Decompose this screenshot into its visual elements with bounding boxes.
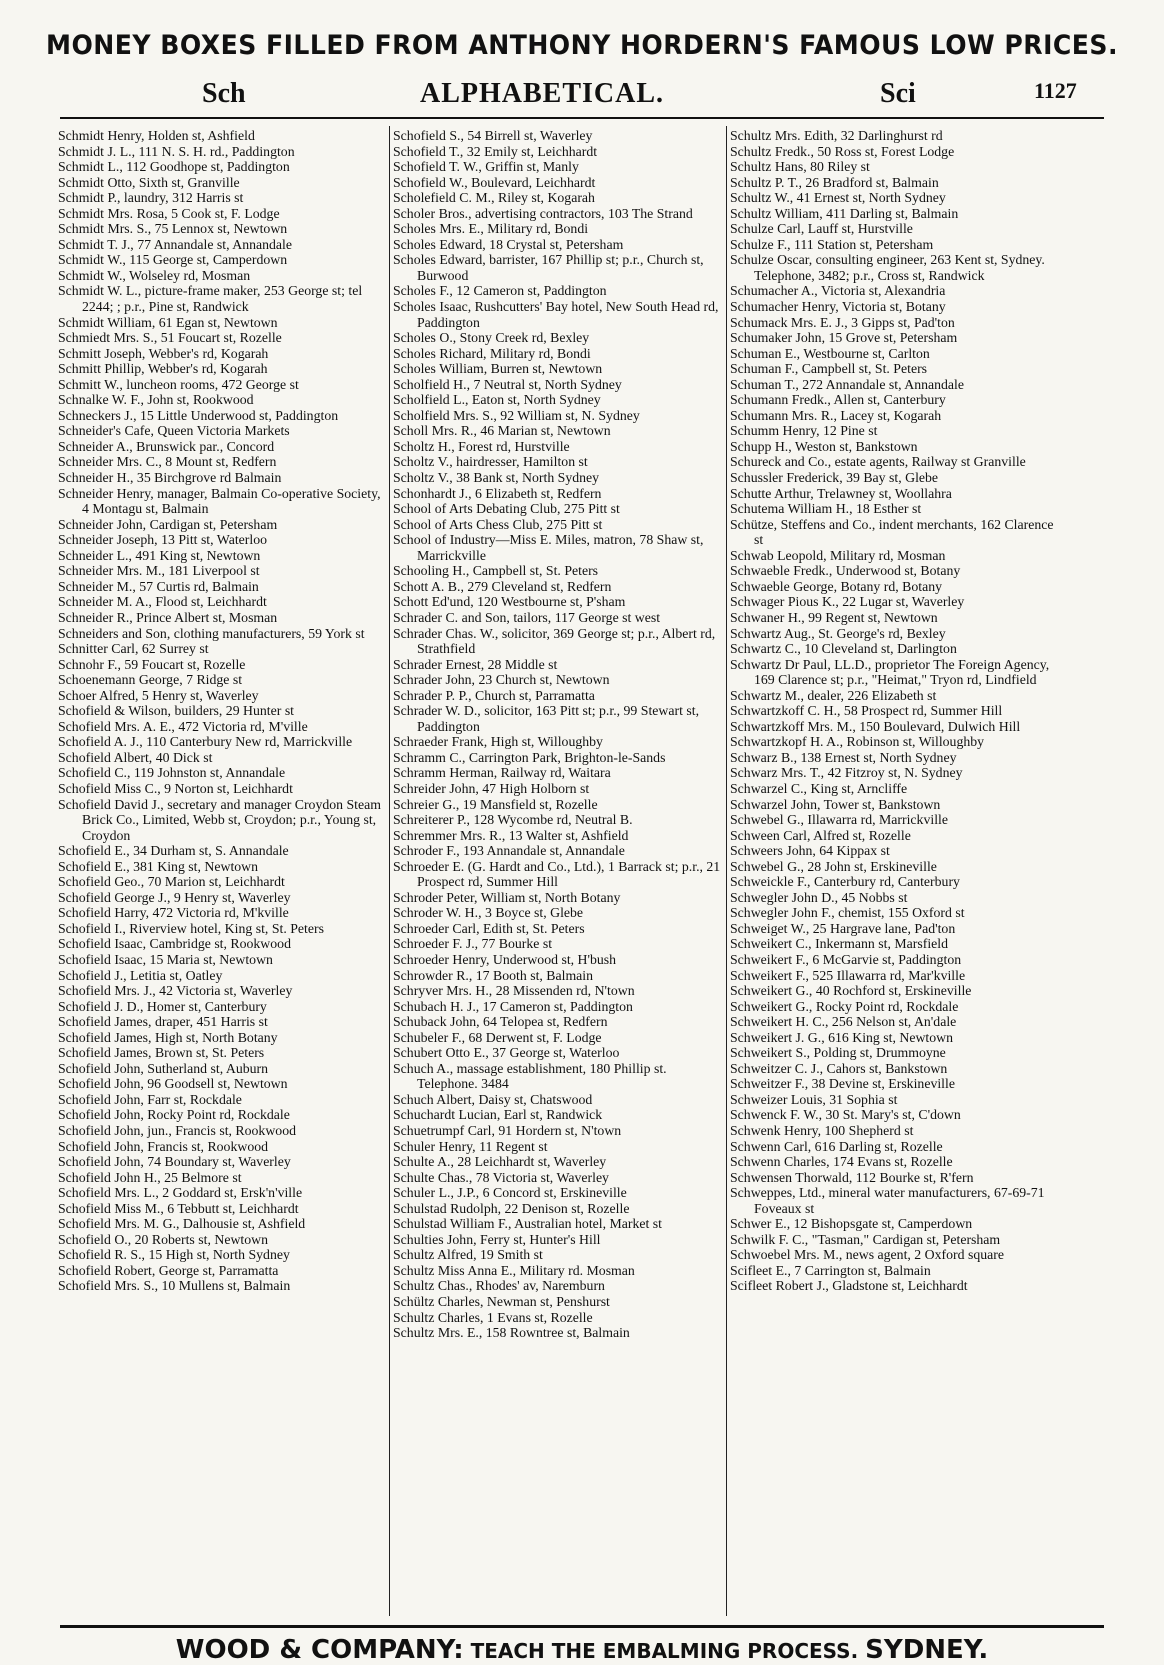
directory-entry: Schnohr F., 59 Foucart st, Rozelle bbox=[58, 656, 246, 672]
directory-entry: Schraeder Frank, High st, Willoughby bbox=[393, 734, 603, 750]
directory-entry: Schultz Hans, 80 Riley st bbox=[730, 159, 870, 175]
directory-entry: Schulze Carl, Lauff st, Hurstville bbox=[730, 221, 913, 237]
directory-column-3 bbox=[730, 128, 1060, 1294]
directory-entry: Schofield J. D., Homer st, Canterbury bbox=[58, 998, 267, 1014]
directory-entry: Schneider Henry, manager, Balmain Co-operative Society, 4 Montagu st, Balmain bbox=[58, 485, 381, 517]
directory-entry: Schofield James, draper, 451 Harris st bbox=[58, 1014, 268, 1030]
directory-entry: Schneider L., 491 King st, Newtown bbox=[58, 547, 261, 563]
directory-column-2 bbox=[393, 128, 723, 1341]
directory-entry: Schubach H. J., 17 Cameron st, Paddington bbox=[393, 998, 633, 1014]
directory-entry: Schofield John, jun., Francis st, Rookwood bbox=[58, 1123, 296, 1138]
directory-entry: Schmidt Mrs. Rosa, 5 Cook st, F. Lodge bbox=[58, 205, 280, 221]
directory-entry: Schmidt J. L., 111 N. S. H. rd., Paddington bbox=[58, 143, 295, 159]
directory-entry: Schutema William H., 18 Esther st bbox=[730, 501, 922, 517]
directory-entry: Schmidt P., laundry, 312 Harris st bbox=[58, 190, 244, 206]
directory-entry: Schubeler F., 68 Derwent st, F. Lodge bbox=[393, 1029, 602, 1045]
directory-entry: Schuman E., Westbourne st, Carlton bbox=[730, 345, 930, 361]
directory-entry: Schwarzel John, Tower st, Bankstown bbox=[730, 796, 941, 812]
directory-entry: Schulties John, Ferry st, Hunter's Hill bbox=[393, 1231, 601, 1247]
directory-entry: Schneider Mrs. M., 181 Liverpool st bbox=[58, 563, 260, 579]
directory-entry: Schwarz Mrs. T., 42 Fitzroy st, N. Sydney bbox=[730, 765, 963, 781]
directory-entry: Schumacher A., Victoria st, Alexandria bbox=[730, 283, 946, 299]
directory-entry: Schweizer Louis, 31 Sophia st bbox=[730, 1091, 898, 1107]
directory-entry: Schmidt W., 115 George st, Camperdown bbox=[58, 252, 288, 268]
directory-entry: Schoenemann George, 7 Ridge st bbox=[58, 672, 243, 688]
directory-entry: Schwaeble Fredk., Underwood st, Botany bbox=[730, 563, 961, 579]
column-divider bbox=[389, 126, 390, 1616]
directory-entry: Schuler Henry, 11 Regent st bbox=[393, 1138, 548, 1154]
directory-entry: Schramm Herman, Railway rd, Waitara bbox=[393, 765, 611, 781]
directory-entry: Scholes O., Stony Creek rd, Bexley bbox=[393, 330, 590, 346]
directory-entry: Schrader Ernest, 28 Middle st bbox=[393, 656, 558, 672]
directory-entry: Schwartz Dr Paul, LL.D., proprietor The Foreign Agency, 169 Clarence st; p.r., "Heimat," Tryon rd, Lindfield bbox=[730, 656, 1050, 688]
directory-entry: Schweikert C., Inkermann st, Marsfield bbox=[730, 936, 949, 952]
section-title: ALPHABETICAL. bbox=[420, 78, 665, 109]
directory-entry: Schofield Isaac, 15 Maria st, Newtown bbox=[58, 951, 273, 967]
directory-entry: Schofield A. J., 110 Canterbury New rd, Marrickville bbox=[58, 734, 353, 750]
directory-entry: Schreider John, 47 High Holborn st bbox=[393, 780, 590, 796]
directory-entry: Schnalke W. F., John st, Rookwood bbox=[58, 392, 254, 408]
directory-entry: Schofield W., Boulevard, Leichhardt bbox=[393, 174, 596, 190]
directory-entry: Schofield John H., 25 Belmore st bbox=[58, 1169, 242, 1185]
directory-entry: Schwaner H., 99 Regent st, Newtown bbox=[730, 609, 938, 625]
directory-column-1 bbox=[58, 128, 386, 1294]
directory-entry: Schuch A., massage establishment, 180 Phillip st. Telephone. 3484 bbox=[393, 1060, 667, 1092]
directory-entry: Schofield Isaac, Cambridge st, Rookwood bbox=[58, 936, 291, 952]
directory-entry: Schwenn Carl, 616 Darling st, Rozelle bbox=[730, 1138, 943, 1154]
directory-entry: Schofield George J., 9 Henry st, Waverley bbox=[58, 889, 291, 905]
directory-entry: Schwarzel C., King st, Arncliffe bbox=[730, 780, 908, 796]
directory-entry: Schwilk F. C., "Tasman," Cardigan st, Petersham bbox=[730, 1231, 1001, 1247]
directory-entry: Schofield John, 96 Goodsell st, Newtown bbox=[58, 1076, 288, 1092]
directory-entry: Scholtz H., Forest rd, Hurstville bbox=[393, 438, 570, 454]
directory-entry: Scholes Isaac, Rushcutters' Bay hotel, New South Head rd, Paddington bbox=[393, 299, 719, 330]
directory-entry: Schultz Chas., Rhodes' av, Naremburn bbox=[393, 1278, 605, 1294]
directory-entry: Schweitzer F., 38 Devine st, Erskineville bbox=[730, 1076, 955, 1092]
directory-entry: Schofield Mrs. M. G., Dalhousie st, Ashfield bbox=[58, 1216, 306, 1232]
directory-entry: Schofield John, Farr st, Rockdale bbox=[58, 1091, 242, 1107]
directory-entry: Schneider Joseph, 13 Pitt st, Waterloo bbox=[58, 532, 268, 548]
directory-entry: Schneider M. A., Flood st, Leichhardt bbox=[58, 594, 267, 610]
directory-entry: Schuman T., 272 Annandale st, Annandale bbox=[730, 376, 964, 392]
directory-entry: Schulze F., 111 Station st, Petersham bbox=[730, 236, 934, 252]
bottom-rule bbox=[60, 1625, 1104, 1628]
advertiser-name: WOOD & COMPANY: bbox=[175, 1635, 464, 1665]
directory-entry: Schwenk Henry, 100 Shepherd st bbox=[730, 1123, 914, 1138]
directory-entry: Schofield John, Francis st, Rookwood bbox=[58, 1138, 269, 1154]
directory-entry: Schureck and Co., estate agents, Railway st Granville bbox=[730, 454, 1026, 470]
directory-entry: Schremmer Mrs. R., 13 Walter st, Ashfield bbox=[393, 827, 629, 843]
directory-entry: Schrader C. and Son, tailors, 117 George st west bbox=[393, 609, 661, 625]
directory-entry: Schott A. B., 279 Cleveland st, Redfern bbox=[393, 578, 612, 594]
directory-entry: Schwegler John F., chemist, 155 Oxford st bbox=[730, 905, 965, 921]
directory-entry: Schwartz M., dealer, 226 Elizabeth st bbox=[730, 687, 937, 703]
head-range-start: Sch bbox=[202, 78, 246, 109]
directory-entry: Scholes William, Burren st, Newtown bbox=[393, 361, 603, 377]
directory-entry: Schwenn Charles, 174 Evans st, Rozelle bbox=[730, 1154, 953, 1170]
directory-entry: Schwensen Thorwald, 112 Bourke st, R'fern bbox=[730, 1169, 974, 1185]
directory-entry: Schramm C., Carrington Park, Brighton-le-Sands bbox=[393, 749, 666, 765]
directory-entry: Schofield I., Riverview hotel, King st, St. Peters bbox=[58, 920, 324, 936]
directory-entry: Schwartzkopf H. A., Robinson st, Willoughby bbox=[730, 734, 985, 750]
directory-entry: Scholfield Mrs. S., 92 William st, N. Sydney bbox=[393, 407, 640, 423]
directory-entry: Schofield Mrs. J., 42 Victoria st, Waverley bbox=[58, 983, 293, 999]
directory-entry: Schumm Henry, 12 Pine st bbox=[730, 423, 878, 439]
directory-entry: Schneckers J., 15 Little Underwood st, Paddington bbox=[58, 407, 339, 423]
bottom-advertisement-banner bbox=[0, 1635, 1164, 1665]
directory-entry: Schuchardt Lucian, Earl st, Randwick bbox=[393, 1107, 603, 1123]
directory-entry: Schofield E., 381 King st, Newtown bbox=[58, 858, 259, 874]
directory-entry: Schmitt Joseph, Webber's rd, Kogarah bbox=[58, 345, 269, 361]
directory-entry: Schuch Albert, Daisy st, Chatswood bbox=[393, 1091, 593, 1107]
directory-entry: Schweikert J. G., 616 King st, Newtown bbox=[730, 1029, 954, 1045]
directory-entry: Schweikert F., 525 Illawarra rd, Mar'kville bbox=[730, 967, 966, 983]
directory-entry: Scholtz V., 38 Bank st, North Sydney bbox=[393, 470, 600, 486]
advertiser-city: SYDNEY. bbox=[865, 1635, 989, 1665]
directory-entry: Schultz William, 411 Darling st, Balmain bbox=[730, 205, 959, 221]
directory-entry: Scifleet Robert J., Gladstone st, Leichhardt bbox=[730, 1278, 968, 1294]
directory-entry: Schofield E., 34 Durham st, S. Annandale bbox=[58, 843, 289, 859]
directory-entry: Scholes Mrs. E., Military rd, Bondi bbox=[393, 221, 589, 237]
directory-entry: Schweikert F., 6 McGarvie st, Paddington bbox=[730, 951, 962, 967]
head-range-end: Sci bbox=[880, 78, 916, 109]
directory-entry: Schwartz Aug., St. George's rd, Bexley bbox=[730, 625, 946, 641]
column-divider bbox=[726, 126, 727, 1616]
directory-entry: Schwebel G., Illawarra rd, Marrickville bbox=[730, 812, 948, 828]
directory-entry: Schroder W. H., 3 Boyce st, Glebe bbox=[393, 905, 584, 921]
directory-entry: Schofield T., 32 Emily st, Leichhardt bbox=[393, 143, 598, 159]
directory-entry: Schofield Miss C., 9 Norton st, Leichhardt bbox=[58, 780, 293, 796]
directory-entry: Schulte Chas., 78 Victoria st, Waverley bbox=[393, 1169, 609, 1185]
directory-entry: Schrader John, 23 Church st, Newtown bbox=[393, 672, 610, 688]
directory-entry: Schultz Charles, 1 Evans st, Rozelle bbox=[393, 1309, 593, 1325]
directory-entry: Schofield Mrs. A. E., 472 Victoria rd, M'ville bbox=[58, 718, 308, 734]
directory-entry: Schott Ed'und, 120 Westbourne st, P'sham bbox=[393, 594, 626, 610]
directory-entry: Schulstad Rudolph, 22 Denison st, Rozelle bbox=[393, 1200, 630, 1216]
directory-entry: Schneider R., Prince Albert st, Mosman bbox=[58, 609, 278, 625]
directory-entry: Schroder Peter, William st, North Botany bbox=[393, 889, 621, 905]
directory-entry: Schrowder R., 17 Booth st, Balmain bbox=[393, 967, 594, 983]
directory-entry: Schulte A., 28 Leichhardt st, Waverley bbox=[393, 1154, 607, 1170]
directory-entry: Schweiget W., 25 Hargrave lane, Pad'ton bbox=[730, 920, 956, 936]
directory-entry: Schofield John, Rocky Point rd, Rockdale bbox=[58, 1107, 290, 1123]
directory-entry: Schuback John, 64 Telopea st, Redfern bbox=[393, 1014, 608, 1030]
directory-entry: Schultz W., 41 Ernest st, North Sydney bbox=[730, 190, 946, 206]
directory-entry: Schumaker John, 15 Grove st, Petersham bbox=[730, 330, 958, 346]
directory-entry: Schwartz C., 10 Cleveland st, Darlington bbox=[730, 641, 957, 657]
directory-entry: Scholfield L., Eaton st, North Sydney bbox=[393, 392, 601, 408]
directory-entry: Schneiders and Son, clothing manufacturers, 59 York st bbox=[58, 625, 365, 641]
directory-entry: Schultz Fredk., 50 Ross st, Forest Lodge bbox=[730, 143, 955, 159]
directory-entry: Schroeder F. J., 77 Bourke st bbox=[393, 936, 553, 952]
directory-entry: Schofield Robert, George st, Parramatta bbox=[58, 1262, 279, 1278]
directory-entry: Schmitt Phillip, Webber's rd, Kogarah bbox=[58, 361, 268, 377]
directory-entry: Schuman F., Campbell st, St. Peters bbox=[730, 361, 928, 377]
directory-entry: Schwer E., 12 Bishopsgate st, Camperdown bbox=[730, 1216, 973, 1232]
directory-entry: Schroeder E. (G. Hardt and Co., Ltd.), 1 Barrack st; p.r., 21 Prospect rd, Summer Hill bbox=[393, 858, 721, 890]
directory-entry: School of Industry—Miss E. Miles, matron, 78 Shaw st, Marrickville bbox=[393, 532, 704, 563]
directory-entry: Schmidt T. J., 77 Annandale st, Annandale bbox=[58, 236, 293, 252]
directory-entry: Schulze Oscar, consulting engineer, 263 Kent st, Sydney. Telephone, 3482; p.r., Cross st, Randwick bbox=[730, 252, 1045, 283]
directory-entry: Schütze, Steffens and Co., indent merchants, 162 Clarence st bbox=[730, 516, 1054, 548]
directory-entry: School of Arts Chess Club, 275 Pitt st bbox=[393, 516, 603, 532]
top-advertisement-banner: MONEY BOXES FILLED FROM ANTHONY HORDERN'S FAMOUS LOW PRICES. bbox=[46, 30, 1118, 61]
directory-entry: Schweickle F., Canterbury rd, Canterbury bbox=[730, 874, 960, 890]
directory-entry: Schumann Fredk., Allen st, Canterbury bbox=[730, 392, 946, 408]
directory-entry: Schweitzer C. J., Cahors st, Bankstown bbox=[730, 1060, 948, 1076]
directory-entry: Schofield Albert, 40 Dick st bbox=[58, 749, 213, 765]
directory-entry: Scholes F., 12 Cameron st, Paddington bbox=[393, 283, 607, 299]
directory-entry: Schofield John, 74 Boundary st, Waverley bbox=[58, 1154, 291, 1170]
directory-entry: Schofield John, Sutherland st, Auburn bbox=[58, 1060, 269, 1076]
directory-entry: Scholes Edward, 18 Crystal st, Petersham bbox=[393, 236, 624, 252]
directory-entry: Schofield James, Brown st, St. Peters bbox=[58, 1045, 265, 1061]
directory-entry: Schofield S., 54 Birrell st, Waverley bbox=[393, 128, 593, 143]
directory-entry: Schussler Frederick, 39 Bay st, Glebe bbox=[730, 470, 939, 486]
directory-entry: School of Arts Debating Club, 275 Pitt st bbox=[393, 501, 620, 517]
directory-entry: Schmidt L., 112 Goodhope st, Paddington bbox=[58, 159, 290, 175]
directory-entry: Schofield Mrs. L., 2 Goddard st, Ersk'n'ville bbox=[58, 1185, 303, 1201]
directory-entry: Schultz Alfred, 19 Smith st bbox=[393, 1247, 543, 1263]
directory-entry: Schofield David J., secretary and manager Croydon Steam Brick Co., Limited, Webb st, Croydon; p.r., Young st, Croydon bbox=[58, 796, 381, 843]
directory-entry: Schmiedt Mrs. S., 51 Foucart st, Rozelle bbox=[58, 330, 282, 346]
directory-entry: Schooling H., Campbell st, St. Peters bbox=[393, 563, 599, 579]
directory-entry: Scholtz V., hairdresser, Hamilton st bbox=[393, 454, 588, 470]
directory-entry: Schofield O., 20 Roberts st, Newtown bbox=[58, 1231, 268, 1247]
directory-entry: Scholer Bros., advertising contractors, 103 The Strand bbox=[393, 205, 693, 221]
directory-entry: Schweikert H. C., 256 Nelson st, An'dale bbox=[730, 1014, 957, 1030]
directory-entry: Schroeder Carl, Edith st, St. Peters bbox=[393, 920, 585, 936]
directory-entry: Schwartzkoff Mrs. M., 150 Boulevard, Dulwich Hill bbox=[730, 718, 1021, 734]
directory-entry: Schmidt Henry, Holden st, Ashfield bbox=[58, 128, 255, 143]
directory-entry: Scholfield H., 7 Neutral st, North Sydney bbox=[393, 376, 622, 392]
directory-entry: Schmidt Mrs. S., 75 Lennox st, Newtown bbox=[58, 221, 288, 237]
directory-entry: Schofield Miss M., 6 Tebbutt st, Leichhardt bbox=[58, 1200, 299, 1216]
directory-entry: Schultz Mrs. E., 158 Rowntree st, Balmain bbox=[393, 1325, 630, 1341]
directory-entry: Schoer Alfred, 5 Henry st, Waverley bbox=[58, 687, 259, 703]
directory-entry: Schreier G., 19 Mansfield st, Rozelle bbox=[393, 796, 598, 812]
directory-entry: Schonhardt J., 6 Elizabeth st, Redfern bbox=[393, 485, 602, 501]
directory-entry: Schwab Leopold, Military rd, Mosman bbox=[730, 547, 946, 563]
page-number: 1127 bbox=[1034, 78, 1077, 103]
directory-entry: Schwoebel Mrs. M., news agent, 2 Oxford square bbox=[730, 1247, 1004, 1263]
directory-entry: Schultz Miss Anna E., Military rd. Mosman bbox=[393, 1262, 635, 1278]
advertiser-slogan: TEACH THE EMBALMING PROCESS. bbox=[470, 1639, 859, 1663]
directory-entry: Schmidt W. L., picture-frame maker, 253 George st; tel 2244; ; p.r., Pine st, Randwick bbox=[58, 283, 363, 315]
directory-entry: Schubert Otto E., 37 George st, Waterloo bbox=[393, 1045, 620, 1061]
directory-entry: Schofield Harry, 472 Victoria rd, M'kville bbox=[58, 905, 289, 921]
directory-entry: Schofield Mrs. S., 10 Mullens st, Balmain bbox=[58, 1278, 291, 1294]
directory-entry: Schweers John, 64 Kippax st bbox=[730, 843, 890, 859]
directory-entry: Schumack Mrs. E. J., 3 Gipps st, Pad'ton bbox=[730, 314, 955, 330]
directory-entry: Schofield T. W., Griffin st, Manly bbox=[393, 159, 579, 175]
directory-entry: Schuler L., J.P., 6 Concord st, Erskineville bbox=[393, 1185, 627, 1201]
directory-entry: Schneider M., 57 Curtis rd, Balmain bbox=[58, 578, 259, 594]
directory-entry: Schmitt W., luncheon rooms, 472 George st bbox=[58, 376, 299, 392]
directory-entry: Scholes Richard, Military rd, Bondi bbox=[393, 345, 591, 361]
directory-entry: Schween Carl, Alfred st, Rozelle bbox=[730, 827, 911, 843]
directory-entry: Schweikert G., Rocky Point rd, Rockdale bbox=[730, 998, 959, 1014]
directory-entry: Scholl Mrs. R., 46 Marian st, Newtown bbox=[393, 423, 611, 439]
directory-entry: Schryver Mrs. H., 28 Missenden rd, N'town bbox=[393, 983, 635, 999]
directory-entry: Schofield Geo., 70 Marion st, Leichhardt bbox=[58, 874, 285, 890]
directory-entry: Schwegler John D., 45 Nobbs st bbox=[730, 889, 908, 905]
directory-entry: Schneider A., Brunswick par., Concord bbox=[58, 438, 275, 454]
top-rule bbox=[60, 117, 1104, 119]
directory-entry: Schofield & Wilson, builders, 29 Hunter st bbox=[58, 703, 295, 719]
directory-entry: Schofield J., Letitia st, Oatley bbox=[58, 967, 223, 983]
directory-entry: Schwartzkoff C. H., 58 Prospect rd, Summer Hill bbox=[730, 703, 1003, 719]
directory-entry: Schneider H., 35 Birchgrove rd Balmain bbox=[58, 470, 282, 486]
directory-entry: Schweikert G., 40 Rochford st, Erskineville bbox=[730, 983, 972, 999]
directory-entry: Scifleet E., 7 Carrington st, Balmain bbox=[730, 1262, 931, 1278]
directory-entry: Schwager Pious K., 22 Lugar st, Waverley bbox=[730, 594, 965, 610]
directory-entry: Schrader W. D., solicitor, 163 Pitt st; p.r., 99 Stewart st, Paddington bbox=[393, 703, 700, 734]
directory-entry: Schnitter Carl, 62 Surrey st bbox=[58, 641, 209, 657]
directory-entry: Schroeder Henry, Underwood st, H'bush bbox=[393, 951, 617, 967]
directory-entry: Schulstad William F., Australian hotel, Market st bbox=[393, 1216, 663, 1232]
directory-entry: Schupp H., Weston st, Bankstown bbox=[730, 438, 918, 454]
directory-entry: Schreiterer P., 128 Wycombe rd, Neutral B. bbox=[393, 812, 633, 828]
directory-entry: Schneider Mrs. C., 8 Mount st, Redfern bbox=[58, 454, 277, 470]
directory-entry: Schweikert S., Polding st, Drummoyne bbox=[730, 1045, 946, 1061]
directory-entry: Schrader Chas. W., solicitor, 369 George st; p.r., Albert rd, Strathfield bbox=[393, 625, 716, 657]
directory-entry: Schwarz B., 138 Ernest st, North Sydney bbox=[730, 749, 957, 765]
directory-entry: Schneider's Cafe, Queen Victoria Markets bbox=[58, 423, 290, 439]
directory-entry: Schultz P. T., 26 Bradford st, Balmain bbox=[730, 174, 939, 190]
directory-entry: Schweppes, Ltd., mineral water manufacturers, 67-69-71 Foveaux st bbox=[730, 1185, 1045, 1216]
directory-entry: Schmidt Otto, Sixth st, Granville bbox=[58, 174, 240, 190]
directory-entry: Scholes Edward, barrister, 167 Phillip st; p.r., Church st, Burwood bbox=[393, 252, 704, 283]
directory-entry: Schmidt William, 61 Egan st, Newtown bbox=[58, 314, 278, 330]
directory-entry: Schuetrumpf Carl, 91 Hordern st, N'town bbox=[393, 1123, 622, 1138]
directory-entry: Schrader P. P., Church st, Parramatta bbox=[393, 687, 595, 703]
directory-entry: Schumacher Henry, Victoria st, Botany bbox=[730, 299, 946, 315]
directory-entry: Schültz Charles, Newman st, Penshurst bbox=[393, 1294, 610, 1310]
directory-entry: Schneider John, Cardigan st, Petersham bbox=[58, 516, 278, 532]
directory-entry: Schwenck F. W., 30 St. Mary's st, C'down bbox=[730, 1107, 961, 1123]
running-head bbox=[0, 78, 1164, 110]
directory-entry: Schultz Mrs. Edith, 32 Darlinghurst rd bbox=[730, 128, 943, 143]
directory-entry: Schumann Mrs. R., Lacey st, Kogarah bbox=[730, 407, 942, 423]
directory-entry: Schofield James, High st, North Botany bbox=[58, 1029, 278, 1045]
directory-entry: Schofield R. S., 15 High st, North Sydney bbox=[58, 1247, 290, 1263]
directory-entry: Schroder F., 193 Annandale st, Annandale bbox=[393, 843, 625, 859]
directory-entry: Scholefield C. M., Riley st, Kogarah bbox=[393, 190, 595, 206]
directory-entry: Schutte Arthur, Trelawney st, Woollahra bbox=[730, 485, 952, 501]
directory-entry: Schmidt W., Wolseley rd, Mosman bbox=[58, 267, 251, 283]
directory-entry: Schofield C., 119 Johnston st, Annandale bbox=[58, 765, 286, 781]
directory-entry: Schwaeble George, Botany rd, Botany bbox=[730, 578, 943, 594]
directory-entry: Schwebel G., 28 John st, Erskineville bbox=[730, 858, 937, 874]
